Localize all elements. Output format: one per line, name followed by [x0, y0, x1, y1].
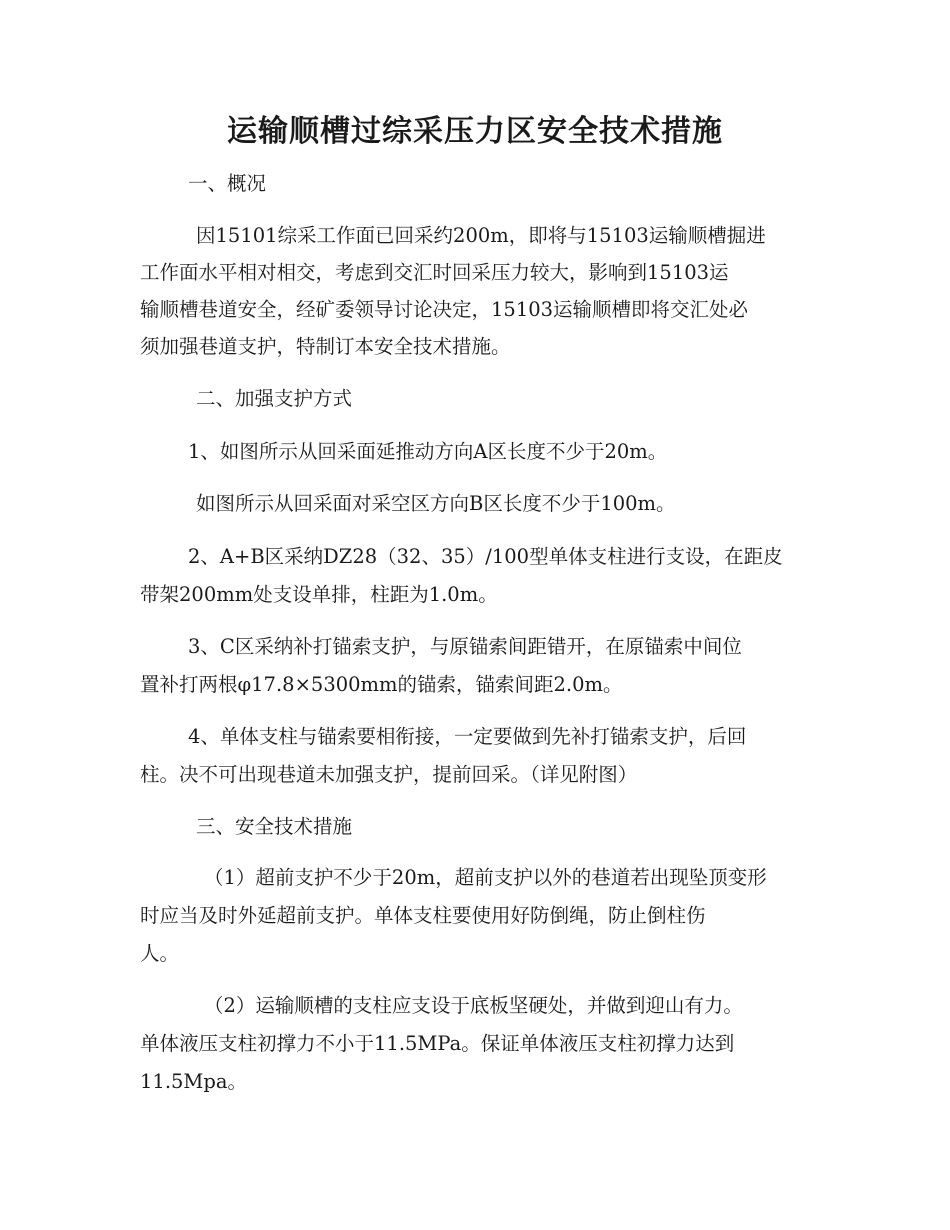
paragraph-line: 带架200mm处支设单排，柱距为1.0m。	[140, 583, 498, 606]
paragraph-line: 因15101综采工作面已回采约200m，即将与15103运输顺槽掘进	[196, 224, 766, 247]
paragraph-line: （1）超前支护不少于20m，超前支护以外的巷道若出现坠顶变形	[204, 866, 767, 889]
paragraph-line: 11.5Mpa。	[140, 1070, 247, 1093]
paragraph-line: 工作面水平相对相交，考虑到交汇时回采压力较大，影响到15103运	[140, 261, 729, 284]
paragraph-line: 人。	[140, 942, 180, 965]
section-heading-safety: 三、安全技术措施	[196, 815, 353, 838]
paragraph-line: 须加强巷道支护，特制订本安全技术措施。	[140, 335, 511, 358]
paragraph-line: 2、A+B区采纳DZ28（32、35）/100型单体支柱进行支设，在距皮	[188, 545, 783, 568]
paragraph-line: 4、单体支柱与锚索要相衔接，一定要做到先补打锚索支护，后回	[188, 725, 747, 748]
paragraph-line: 单体液压支柱初撑力不小于11.5MPa。保证单体液压支柱初撑力达到	[140, 1032, 735, 1055]
paragraph-line: 柱。决不可出现巷道未加强支护，提前回采。（详见附图）	[140, 763, 638, 786]
paragraph-line: 如图所示从回采面对采空区方向B区长度不少于100m。	[196, 492, 676, 515]
paragraph-line: （2）运输顺槽的支柱应支设于底板坚硬处，并做到迎山有力。	[204, 994, 743, 1017]
paragraph-line: 输顺槽巷道安全，经矿委领导讨论决定，15103运输顺槽即将交汇处必	[140, 298, 749, 321]
section-heading-support: 二、加强支护方式	[196, 387, 353, 410]
paragraph-line: 1、如图所示从回采面延推动方向A区长度不少于20m。	[188, 440, 668, 463]
document-title: 运输顺槽过综采压力区安全技术措施	[227, 114, 723, 149]
paragraph-line: 置补打两根φ17.8×5300mm的锚索，锚索间距2.0m。	[140, 673, 623, 696]
paragraph-line: 3、C区采纳补打锚索支护，与原锚索间距错开，在原锚索中间位	[188, 635, 742, 658]
section-heading-overview: 一、概况	[188, 172, 267, 195]
paragraph-line: 时应当及时外延超前支护。单体支柱要使用好防倒绳，防止倒柱伤	[140, 904, 706, 927]
